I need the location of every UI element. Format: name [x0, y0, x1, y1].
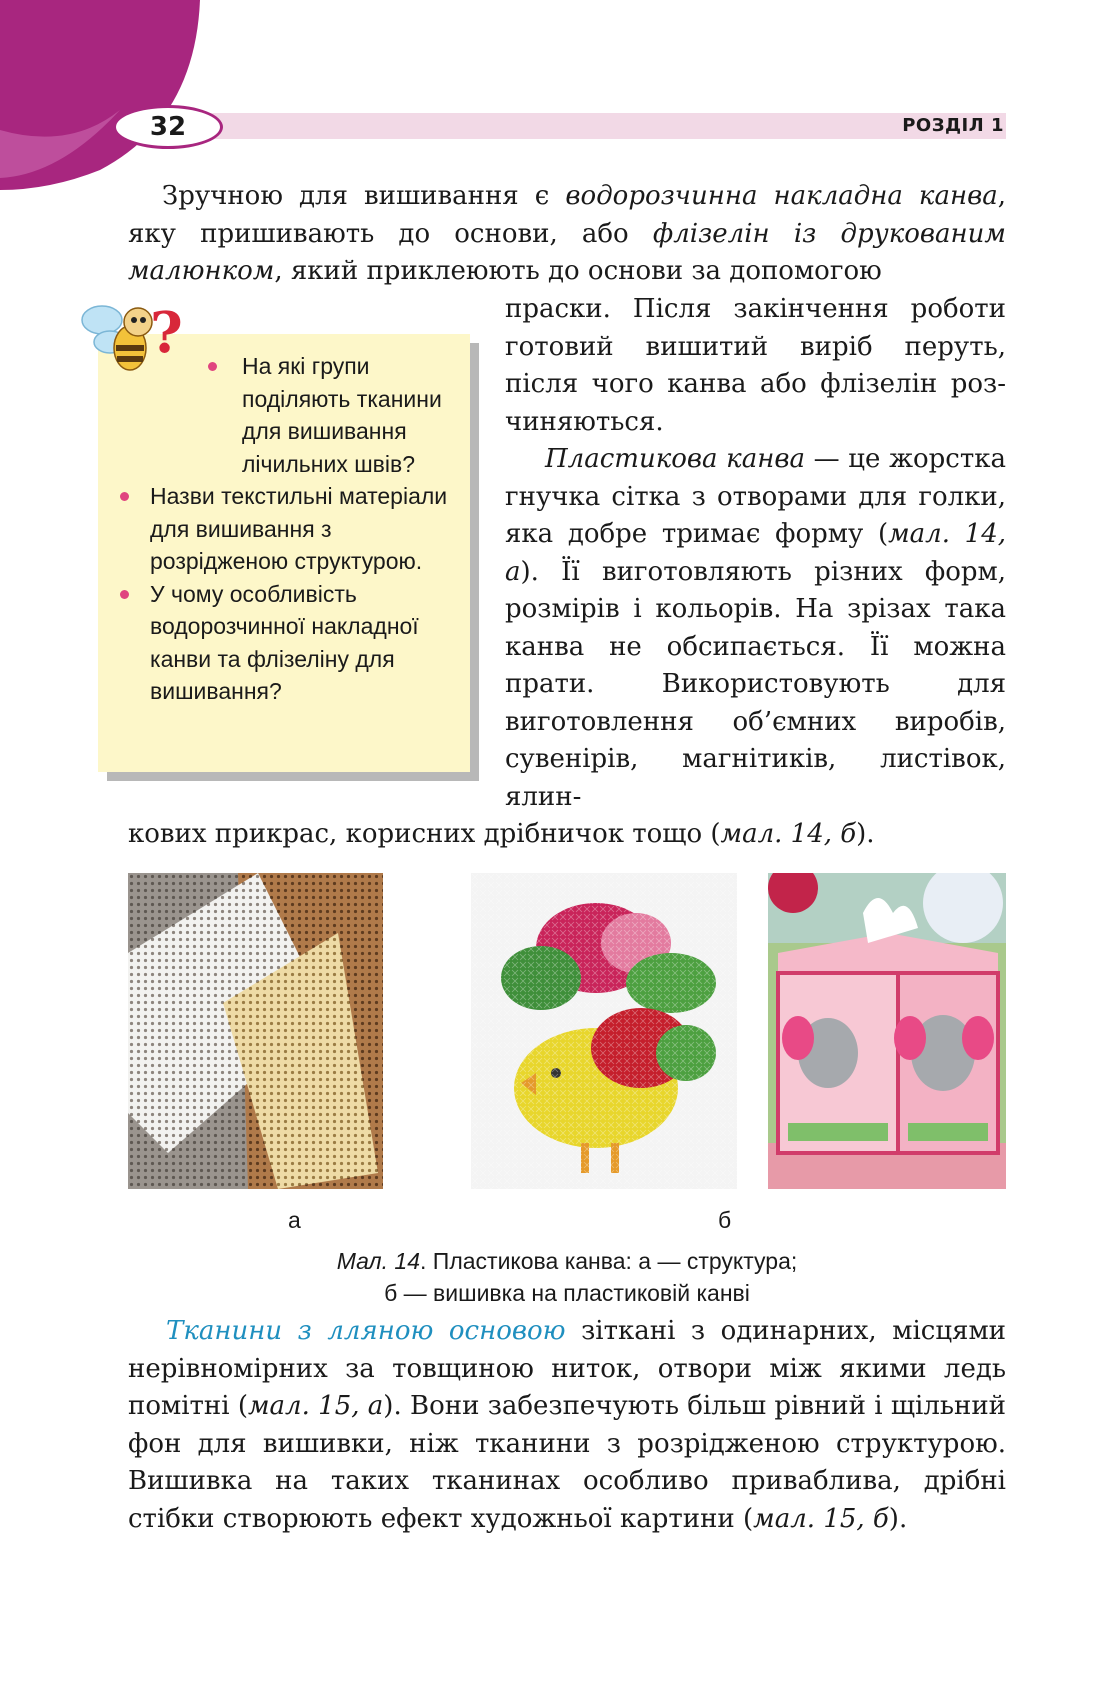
paragraph-plastic-canvas-end: кових прикрас, корисних дрібничок тощо (мал. 14, б).: [128, 819, 875, 849]
paragraph-linen-fabrics: Тканини з лляною основою зіткані з одинарних, місцями нерівномірних за товщиною ниток, отвори між якими ледь помітні (мал. 15, а). Вони забезпечують більш рівний і щільний фон для вишивки, ніж тканини з розрідженою структурою. Вишивка на таких тканинах особливо приваблива, дрібні стібки створюють ефект художньої картини (мал. 15, б).: [128, 1316, 1007, 1534]
question-list: [150, 350, 460, 708]
page-number: 32: [113, 105, 223, 149]
tissue-box-elephant-photo: [768, 873, 1006, 1189]
figure-label-a: а: [288, 1207, 301, 1233]
figure-label-b: б: [718, 1207, 732, 1233]
question-item: У чому особливість водорозчинної накладної канви та флізеліну для вишивання?: [150, 578, 460, 708]
cross-stitch-chick-photo: [471, 873, 737, 1189]
question-item: На які групи поділяють тканини для вишивання лічильних швів?: [150, 350, 460, 480]
plastic-canvas-structure-photo: [128, 873, 383, 1189]
svg-text:?: ?: [150, 300, 183, 366]
paragraph-intro: Зручною для вишивання є водорозчинна накладна канва, яку пришивають до основи, або флізелін із друкованим малюнком, який приклеюють до основи за допомогою: [128, 181, 1006, 286]
figure-caption: Мал. 14. Пластикова канва: а — структура; б — вишивка на пластиковій канві: [336, 1248, 798, 1306]
paragraph-plastic-canvas: Пластикова канва — це жорстка гнучка сітка з отворами для голки, яка добре тримає форму (мал. 14, а). Її виготовляють різних форм, розмірів і кольорів. На зрізах така канва не обсипається. Її можна прати. Використовують для виготовлення об’ємних виробів, сувенірів, магнітиків, листівок, ялин-: [505, 444, 1006, 812]
section-label: РОЗДІЛ 1: [902, 115, 1004, 136]
corner-decoration: [0, 0, 220, 200]
paragraph-ironing: праски. Після закінчення роботи готовий вишитий виріб перуть, після чого канва або флізелін розчиняються.: [505, 294, 1006, 437]
question-item: Назви текстильні матеріали для вишивання з розрідженою структурою.: [150, 480, 460, 578]
header-band: [210, 113, 1006, 139]
